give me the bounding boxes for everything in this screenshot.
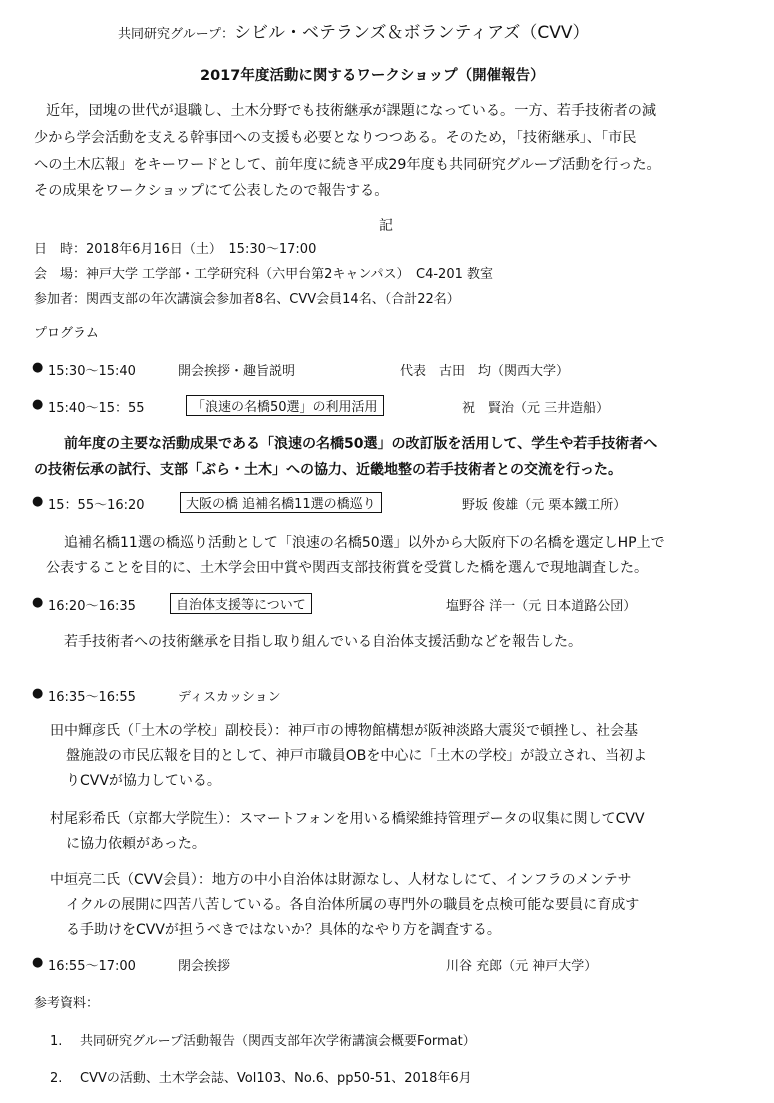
discussion-item: イクルの展開に四苦八苦している。各自治体所属の専門外の職員を点検可能な要員に育成す (66, 897, 640, 913)
session-time: 15:30〜15:40 (48, 364, 136, 379)
discussion-item: 村尾彩希氏（京都大学院生）：スマートフォンを用いる橋梁維持管理データの収集に関してCVV (50, 811, 645, 827)
session-title: ディスカッション (178, 690, 281, 705)
detail-venue: 会 場：神戸大学 工学部・工学研究科（六甲台第2キャンパス） C4-201 教室 (34, 267, 493, 282)
page-title: 2017年度活動に関するワークショップ（開催報告） (200, 68, 545, 84)
session-title: 大阪の橋 追補名橋11選の橋巡り (180, 492, 382, 513)
bullet: ● (32, 955, 44, 970)
session-row (0, 494, 774, 516)
session-speaker: 野坂 俊雄（元 栗本鐵工所） (462, 498, 627, 513)
session-speaker: 川谷 充郎（元 神戸大学） (446, 959, 598, 974)
session-row (0, 397, 774, 419)
session-speaker: 代表 古田 均（関西大学） (400, 364, 570, 379)
discussion-item: 盤施設の市民広報を目的として、神戸市職員OBを中心に「土木の学校」が設立され、当初よ (66, 748, 648, 764)
bullet: ● (32, 360, 44, 375)
session-title: 開会挨拶・趣旨説明 (178, 364, 296, 379)
session-desc: 前年度の主要な活動成果である「浪速の名橋50選」の改訂版を活用して、学生や若手技術者へ (64, 436, 658, 452)
session-title: 閉会挨拶 (178, 959, 231, 974)
session-speaker: 塩野谷 洋一（元 日本道路公団） (446, 599, 637, 614)
session-title: 「浪速の名橋50選」の利用活用 (186, 395, 384, 416)
discussion-item: りCVVが協力している。 (66, 773, 221, 789)
bullet: ● (32, 595, 44, 610)
program-heading: プログラム (34, 326, 99, 341)
session-title: 自治体支援等について (170, 593, 312, 614)
discussion-item: る手助けをCVVが担うべきではないか？具体的なやり方を調査する。 (66, 922, 501, 938)
intro-line: への土木広報」をキーワードとして、前年度に続き平成29年度も共同研究グループ活動を行った。 (34, 157, 661, 173)
session-row (0, 595, 774, 617)
group-name: シビル・ベテランズ＆ボランティアズ（CVV） (233, 23, 590, 43)
reference-item: 2. CVVの活動、土木学会誌、Vol103、No.6、pp50-51、2018年6月 (50, 1071, 472, 1086)
session-desc: 若手技術者への技術継承を目指し取り組んでいる自治体支援活動などを報告した。 (64, 634, 582, 650)
bullet: ● (32, 397, 44, 412)
discussion-item: に協力依頼があった。 (66, 836, 206, 852)
session-speaker: 祝 賢治（元 三井造船） (462, 401, 610, 416)
session-time: 16:35〜16:55 (48, 690, 136, 705)
session-row (0, 686, 774, 706)
bullet: ● (32, 686, 44, 701)
ki-mark: 記 (379, 218, 393, 234)
intro-line: その成果をワークショップにて公表したので報告する。 (34, 183, 389, 199)
detail-datetime: 日 時：2018年6月16日（土） 15:30〜17:00 (34, 242, 317, 257)
intro-line: 近年，団塊の世代が退職し、土木分野でも技術継承が課題になっている。一方、若手技術者の減 (46, 103, 657, 119)
reference-item: 1. 共同研究グループ活動報告（関西支部年次学術講演会概要Format） (50, 1034, 476, 1049)
discussion-item: 田中輝彦氏（「土木の学校」副校長）：神戸市の博物館構想が阪神淡路大震災で頓挫し、社会基 (50, 723, 638, 739)
session-desc: 追補名橋11選の橋巡り活動として「浪速の名橋50選」以外から大阪府下の名橋を選定しHP上で (64, 535, 665, 551)
intro-line: 少から学会活動を支える幹事団への支援も必要となりつつある。そのため，「技術継承」、「市民 (34, 130, 637, 146)
session-time: 15:40〜15：55 (48, 401, 145, 416)
discussion-item: 中垣亮二氏（CVV会員）：地方の中小自治体は財源なし、人材なしにて、インフラのメンテサ (50, 872, 632, 888)
session-time: 15：55〜16:20 (48, 498, 145, 513)
session-desc: の技術伝承の試行、支部「ぶら・土木」への協力、近畿地整の若手技術者との交流を行った。 (34, 462, 622, 478)
group-header (118, 18, 590, 43)
session-row (0, 360, 774, 380)
group-prefix: 共同研究グループ： (118, 27, 234, 42)
session-desc: 公表することを目的に、土木学会田中賞や関西支部技術賞を受賞した橋を選んで現地調査した。 (46, 560, 648, 576)
session-row (0, 955, 774, 975)
session-time: 16:55〜17:00 (48, 959, 136, 974)
references-heading: 参考資料： (34, 996, 100, 1011)
bullet: ● (32, 494, 44, 509)
detail-participants: 参加者：関西支部の年次講演会参加者8名、CVV会員14名、（合計22名） (34, 292, 460, 307)
session-time: 16:20〜16:35 (48, 599, 136, 614)
